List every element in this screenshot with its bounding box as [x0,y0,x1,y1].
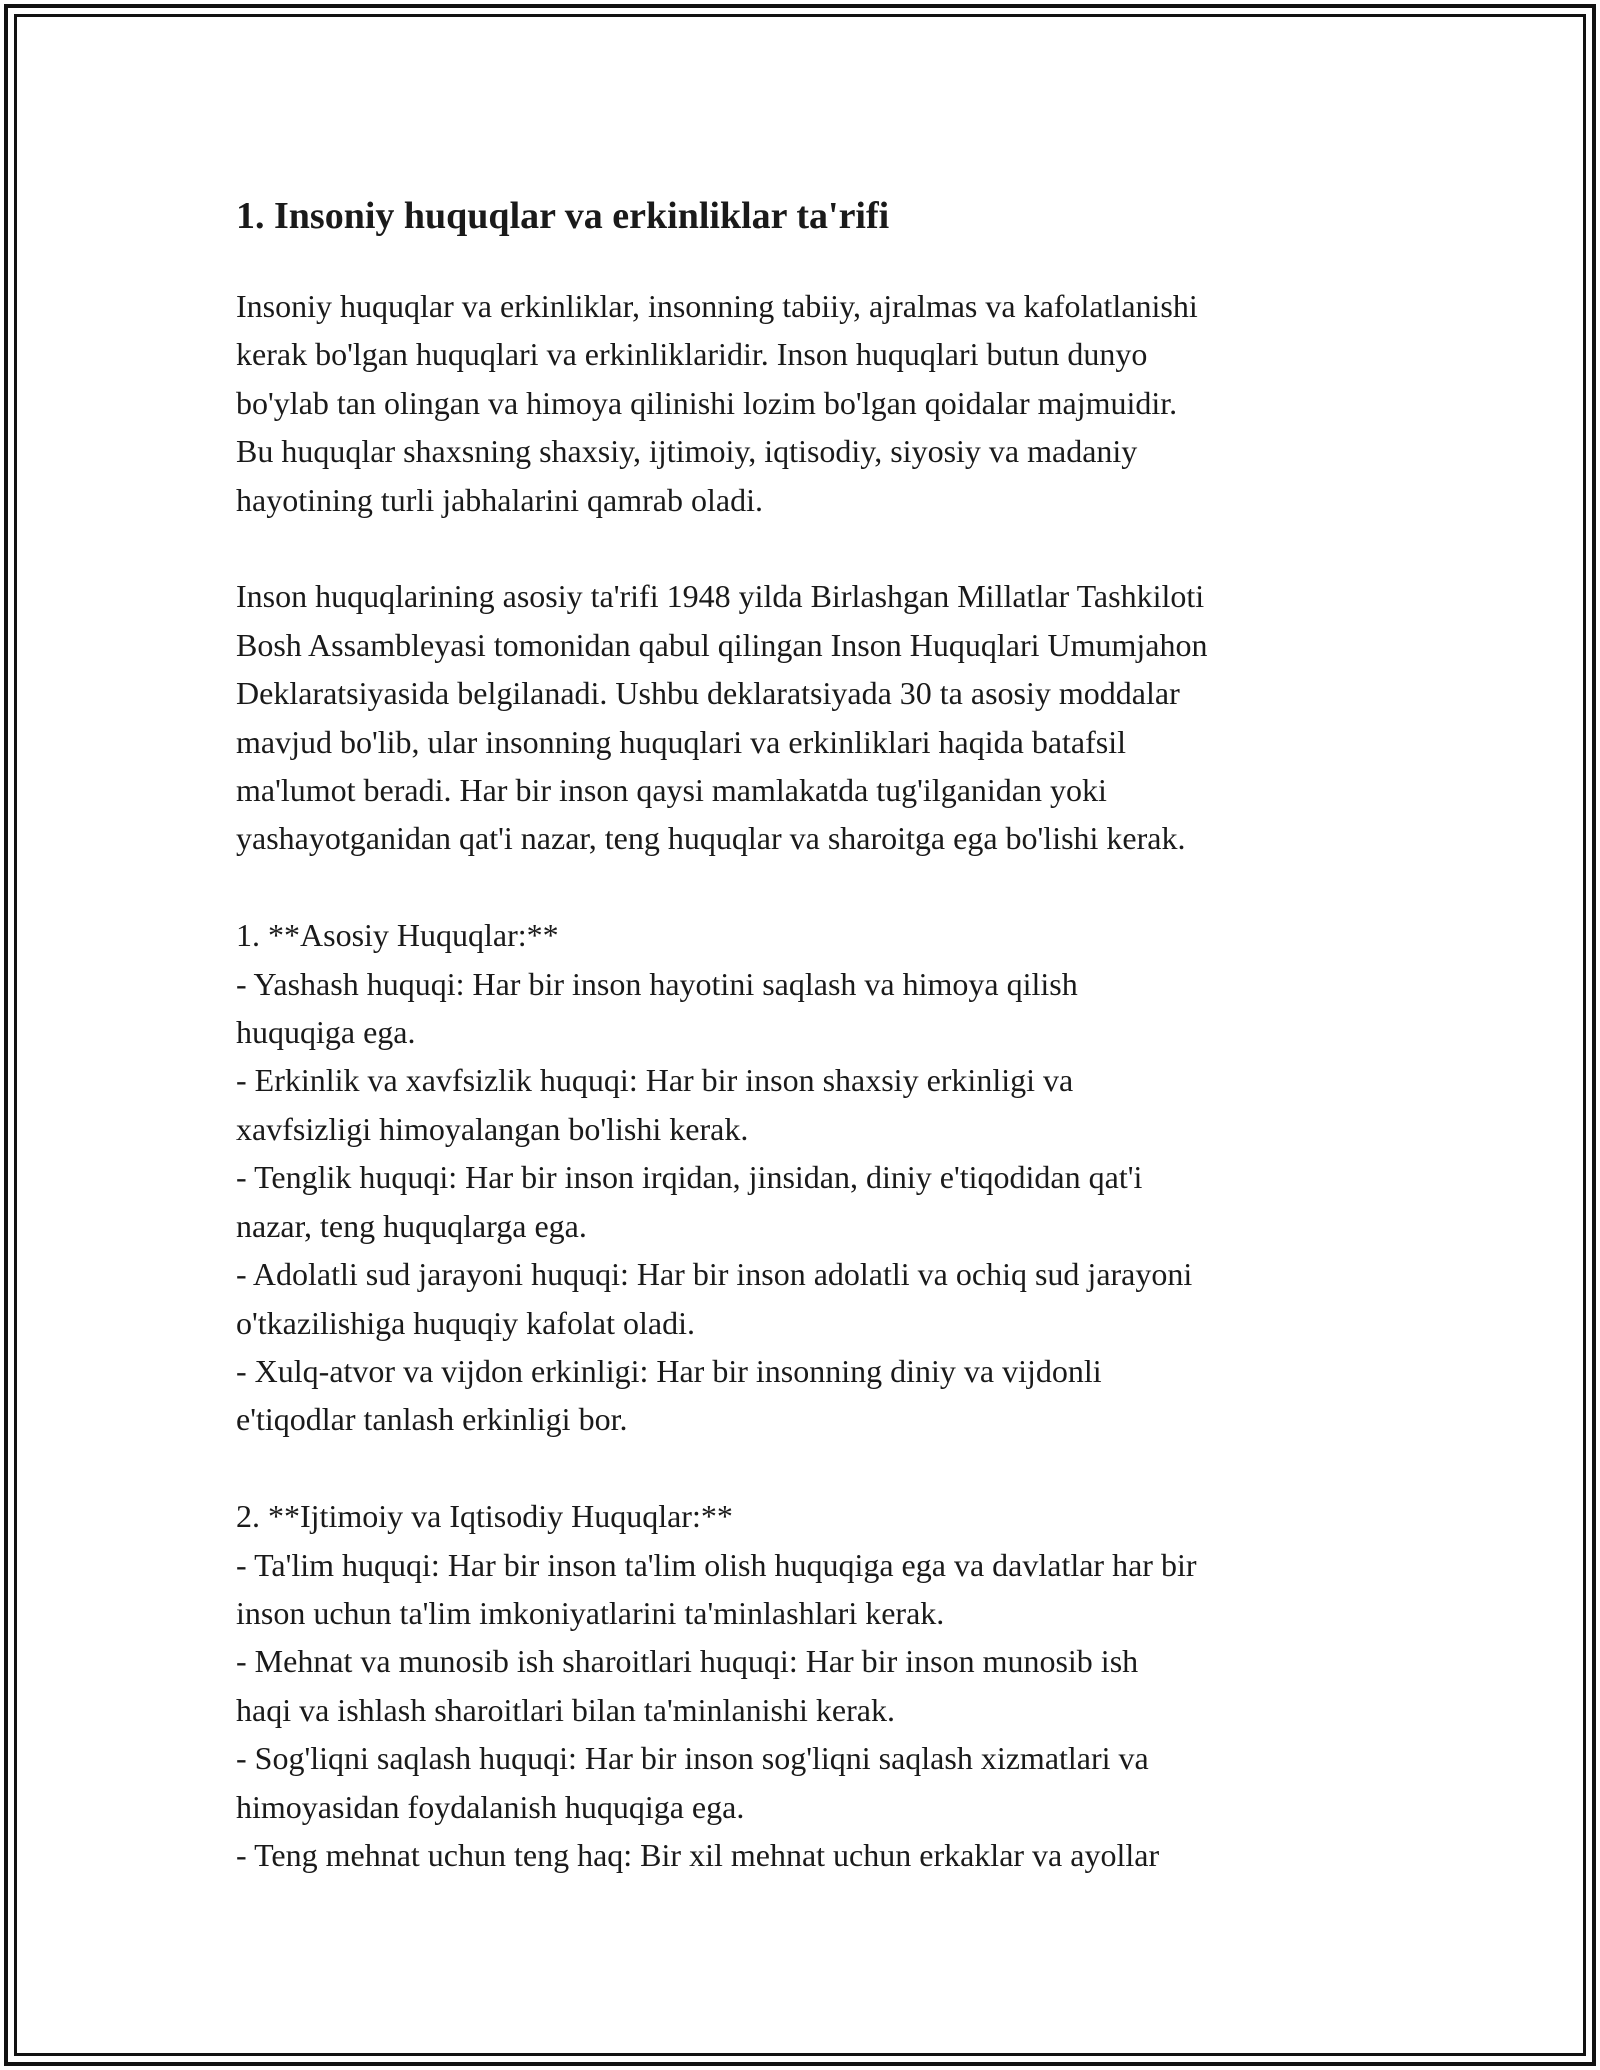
intro-paragraph-1: Insoniy huquqlar va erkinliklar, insonning tabiiy, ajralmas va kafolatlanishi kerak bo'lgan huquqlari va erkinliklaridir. Inson huquqlari butun dunyo bo'ylab tan olingan va himoya qilinishi lozim bo'lgan qoidalar majmuidir. Bu huquqlar shaxsning shaxsiy, ijtimoiy, iqtisodiy, siyosiy va madaniy hayotining turli jabhalarini qamrab oladi. [236,288,1198,518]
list-item: - Erkinlik va xavfsizlik huquqi: Har bir inson shaxsiy erkinligi va xavfsizligi himoyalangan bo'lishi kerak. [236,1062,1074,1147]
intro-paragraph-2: Inson huquqlarining asosiy ta'rifi 1948 yilda Birlashgan Millatlar Tashkiloti Bosh Assambleyasi tomonidan qabul qilingan Inson Huquqlari Umumjahon Deklaratsiyasida belgilanadi. Ushbu deklaratsiyada 30 ta asosiy moddalar mavjud bo'lib, ular insonning huquqlari va erkinliklari haqida batafsil ma'lumot beradi. Har bir inson qaysi mamlakatda tug'ilganidan yoki yashayotganidan qat'i nazar, teng huquqlar va sharoitga ega bo'lishi kerak. [236,578,1208,857]
list-item: - Teng mehnat uchun teng haq: Bir xil mehnat uchun erkaklar va ayollar [236,1836,1160,1873]
list-item: - Yashash huquqi: Har bir inson hayotini saqlash va himoya qilish huquqiga ega. [236,965,1078,1051]
section-heading: 1. **Asosiy Huquqlar:** [236,917,559,954]
list-item: - Ta'lim huquqi: Har bir inson ta'lim olish huquqiga ega va davlatlar har bir inson uchun ta'lim imkoniyatlarini ta'minlashlari kerak. [236,1546,1197,1631]
list-item: - Adolatli sud jarayoni huquqi: Har bir inson adolatli va ochiq sud jarayoni o'tkazilishiga huquqiy kafolat oladi. [236,1256,1193,1341]
list-item: - Sog'liqni saqlash huquqi: Har bir inson sog'liqni saqlash xizmatlari va himoyasidan foydalanish huquqiga ega. [236,1740,1149,1825]
document-body [236,180,1406,1879]
section-heading: 2. **Ijtimoiy va Iqtisodiy Huquqlar:** [236,1498,733,1535]
section-social-economic-rights [236,1492,1406,1879]
list-item: - Tenglik huquqi: Har bir inson irqidan, jinsidan, diniy e'tiqodidan qat'i nazar, teng huquqlarga ega. [236,1159,1143,1244]
list-item: - Mehnat va munosib ish sharoitlari huquqi: Har bir inson munosib ish haqi va ishlash sharoitlari bilan ta'minlanishi kerak. [236,1643,1139,1728]
document-title: 1. Insoniy huquqlar va erkinliklar ta'rifi [236,195,890,237]
list-item: - Xulq-atvor va vijdon erkinligi: Har bir insonning diniy va vijdonli e'tiqodlar tanlash erkinligi bor. [236,1352,1102,1438]
section-basic-rights [236,911,1406,1443]
